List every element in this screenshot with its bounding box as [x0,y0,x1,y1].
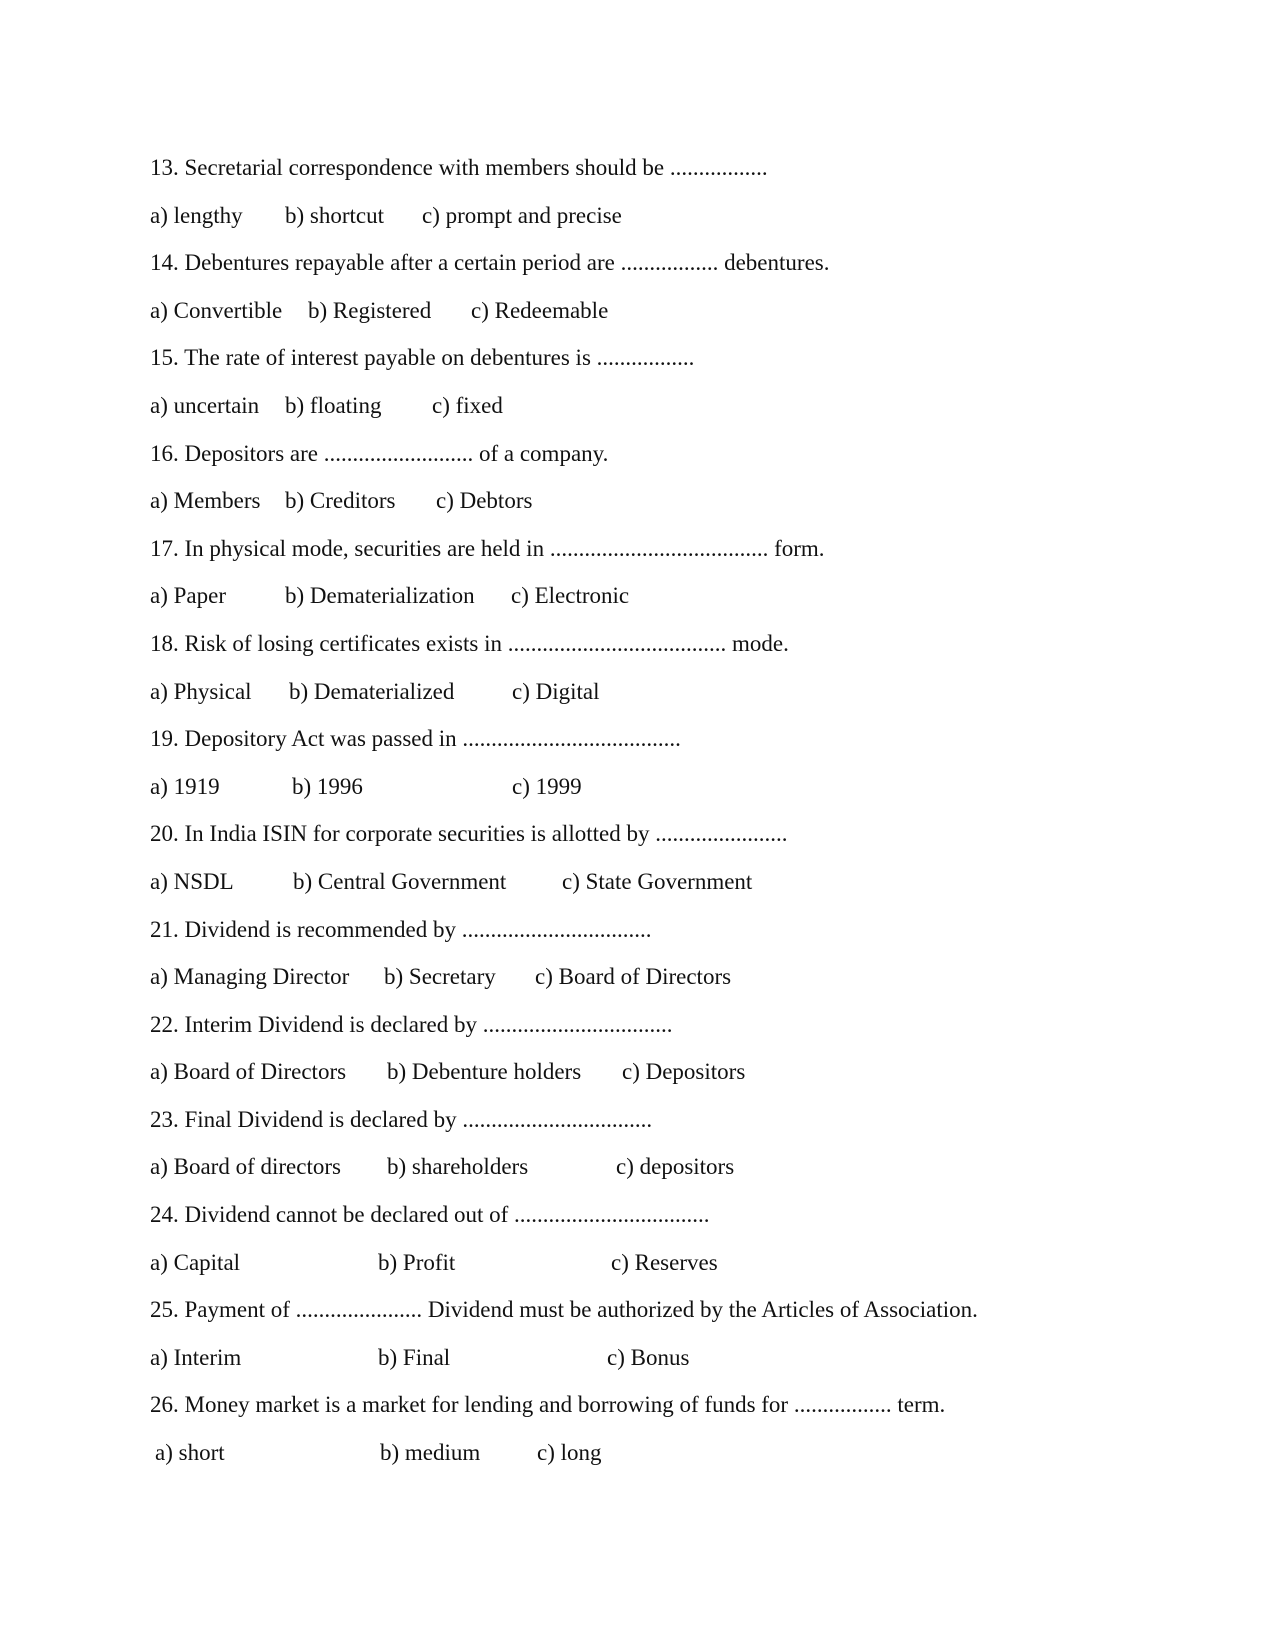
question-text: 16. Depositors are .......................... of a company. [150,440,609,466]
question-text: 25. Payment of ...................... Dividend must be authorized by the Articles of Association. [150,1297,978,1323]
option-c: c) prompt and precise [422,202,622,228]
question-text: 19. Depository Act was passed in ...................................... [150,726,681,752]
option-b: b) medium [380,1440,481,1466]
options-row [150,572,1200,620]
option-b: b) Debenture holders [387,1059,582,1085]
options-row [150,287,1200,335]
option-b: b) Central Government [293,868,507,894]
option-c: c) Digital [512,678,600,704]
options-row [150,477,1200,525]
option-a: a) Paper [150,583,226,609]
question-text: 26. Money market is a market for lending and borrowing of funds for ................. term. [150,1392,946,1418]
options-row [150,668,1200,716]
options-row [150,192,1200,240]
option-c: c) Depositors [622,1059,746,1085]
option-a: a) uncertain [150,392,260,418]
options-row [150,1334,1200,1382]
option-b: b) Secretary [384,964,496,990]
option-b: b) Dematerialized [289,678,455,704]
question-text: 15. The rate of interest payable on debentures is ................. [150,345,695,371]
option-a: a) Members [150,488,261,514]
option-b: b) Profit [378,1249,456,1275]
options-row [150,1429,1200,1477]
option-a: a) 1919 [150,773,220,799]
option-a: a) Managing Director [150,964,350,990]
option-c: c) long [537,1440,602,1466]
option-b: b) Creditors [285,488,396,514]
option-c: c) State Government [562,868,753,894]
options-row [150,1239,1200,1287]
question-text: 14. Debentures repayable after a certain period are ................. debentures. [150,250,830,276]
option-b: b) Dematerialization [285,583,475,609]
option-c: c) 1999 [512,773,582,799]
question-text: 21. Dividend is recommended by ................................. [150,916,652,942]
options-row [150,953,1200,1001]
question-text: 22. Interim Dividend is declared by ................................. [150,1011,673,1037]
option-b: b) shareholders [387,1154,529,1180]
option-c: c) fixed [432,392,503,418]
option-b: b) Registered [308,297,432,323]
option-a: a) Physical [150,678,252,704]
option-b: b) Final [378,1344,451,1370]
option-b: b) floating [285,392,382,418]
question-text: 18. Risk of losing certificates exists in ...................................... mode. [150,630,789,656]
options-row [150,1048,1200,1096]
option-a: a) Interim [150,1344,242,1370]
question-text: 24. Dividend cannot be declared out of .................................. [150,1202,710,1228]
options-row [150,858,1200,906]
option-c: c) Bonus [607,1344,690,1370]
options-row [150,382,1200,430]
option-c: c) Debtors [436,488,533,514]
option-b: b) 1996 [292,773,363,799]
option-a: a) Convertible [150,297,283,323]
option-a: a) Board of Directors [150,1059,347,1085]
option-a: a) lengthy [150,202,243,228]
question-text: 23. Final Dividend is declared by ................................. [150,1106,653,1132]
options-row [150,1143,1200,1191]
option-c: c) depositors [616,1154,735,1180]
option-b: b) shortcut [285,202,385,228]
option-c: c) Electronic [511,583,630,609]
option-c: c) Board of Directors [535,964,732,990]
option-a: a) Capital [150,1249,241,1275]
option-a: a) short [155,1440,225,1466]
option-c: c) Redeemable [471,297,609,323]
question-text: 17. In physical mode, securities are held in ...................................... form. [150,535,825,561]
question-text: 13. Secretarial correspondence with members should be ................. [150,155,768,180]
question-sheet [150,144,1200,1477]
options-row [150,763,1200,811]
question-text: 20. In India ISIN for corporate securities is allotted by ....................... [150,821,788,847]
option-a: a) NSDL [150,868,234,894]
option-c: c) Reserves [611,1249,718,1275]
option-a: a) Board of directors [150,1154,341,1180]
